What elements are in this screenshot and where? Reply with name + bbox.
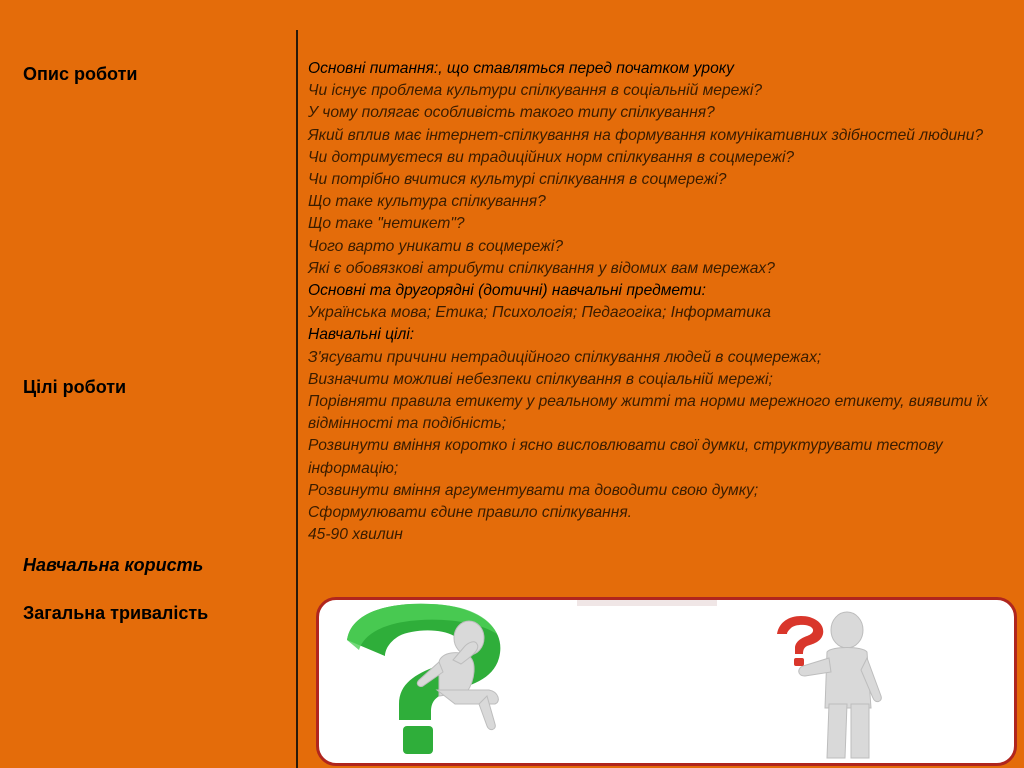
- lesson-content: [308, 58, 1008, 546]
- duration-label: Загальна тривалість: [23, 603, 209, 623]
- goals-heading: Навчальні цілі:: [308, 326, 415, 344]
- question-item: Чи дотримуєтеся ви традиційних норм спілкування в соцмережі?: [308, 148, 795, 166]
- question-item: Який вплив має інтернет-спілкування на формування комунікативних здібностей людини?: [308, 126, 984, 144]
- subjects-heading: Основні та другорядні (дотичні) навчальні предмети:: [308, 282, 706, 300]
- duration-value: 45-90 хвилин: [308, 526, 403, 544]
- goal-item: Розвинути вміння аргументувати та доводити свою думку;: [308, 481, 759, 499]
- question-item: Що таке "нетикет"?: [308, 215, 465, 233]
- subjects-list: Українська мова; Етика; Психологія; Педагогіка; Інформатика: [308, 304, 771, 322]
- question-item: Які є обовязкові атрибути спілкування у відомих вам мережах?: [308, 259, 775, 277]
- illustration: [319, 600, 1014, 763]
- column-divider: [296, 30, 298, 768]
- question-item: Чого варто уникати в соцмережі?: [308, 237, 563, 255]
- benefit-label: Навчальна користь: [23, 555, 204, 575]
- question-item: У чому полягає особливість такого типу спілкування?: [308, 104, 715, 122]
- goal-item: Порівняти правила етикету у реальному житті та норми мережного етикету, виявити їх відмінності та подібність;: [308, 393, 988, 433]
- goal-item: Розвинути вміння коротко і ясно висловлювати свої думки, структурувати тестову інформацію;: [308, 437, 943, 477]
- illustration-frame: [316, 597, 1017, 766]
- goal-item: Сформулювати єдине правило спілкування.: [308, 504, 632, 522]
- question-item: Що таке культура спілкування?: [308, 193, 546, 211]
- questions-heading: Основні питання:, що ставляться перед початком уроку: [308, 60, 734, 77]
- question-item: Чи існує проблема культури спілкування в соціальній мережі?: [308, 82, 762, 100]
- red-question-mark-icon: [777, 616, 823, 666]
- question-item: Чи потрібно вчитися культурі спілкування в соцмережі?: [308, 171, 727, 189]
- description-label: Опис роботи: [23, 64, 138, 84]
- goal-item: З'ясувати причини нетрадиційного спілкування людей в соцмережах;: [308, 348, 822, 366]
- goals-label: Цілі роботи: [23, 377, 127, 397]
- goal-item: Визначити можливі небезпеки спілкування в соціальній мережі;: [308, 370, 773, 388]
